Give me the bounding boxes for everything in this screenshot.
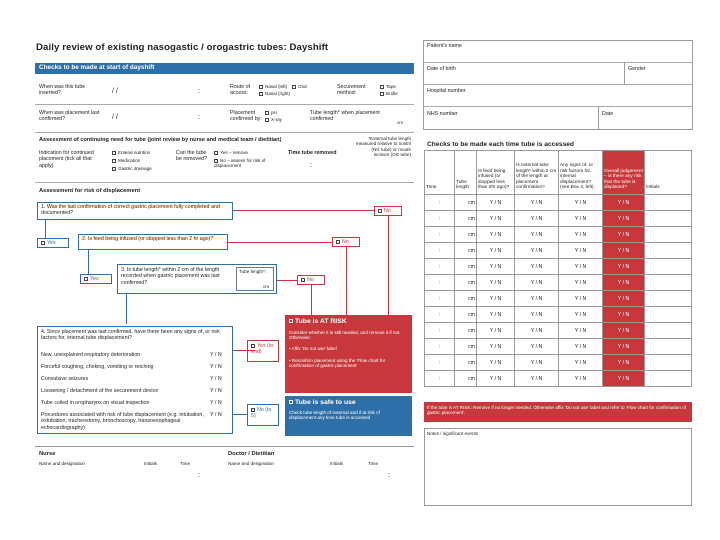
assess-need-heading: Assessment of continuing need for tube (joint review by nurse and medical team / dietitian) <box>39 137 282 143</box>
check-row <box>425 275 692 291</box>
nurse-label: Nurse <box>39 451 56 457</box>
check-row <box>425 243 692 259</box>
q2-no-label[interactable]: No <box>336 239 349 245</box>
cell-signs[interactable]: Y / N <box>559 339 603 355</box>
check-row <box>425 307 692 323</box>
signature-area <box>35 446 414 484</box>
time-removed-label: Time tube removed <box>288 150 337 156</box>
tube-length-confirmed-label: Tube length* when placement confirmed <box>310 110 380 123</box>
cell-feed[interactable]: Y / N <box>477 323 515 339</box>
risk-item-yn[interactable]: Y / N <box>210 364 222 370</box>
indication-enteral[interactable]: Enteral nutrition <box>112 150 150 155</box>
indication-enteral-checkbox[interactable] <box>112 151 116 155</box>
cell-external[interactable]: Y / N <box>515 259 559 275</box>
q4-no-label[interactable]: No (to 5) <box>251 407 272 420</box>
q3-no-arrow <box>277 280 297 281</box>
q3-text: 3. Is tube length* within 2 cm of the length recorded when gastric placement was last confirmed? <box>121 267 220 286</box>
row-divider <box>35 132 414 133</box>
cell-signs[interactable]: Y / N <box>559 323 603 339</box>
cell-feed[interactable]: Y / N <box>477 339 515 355</box>
q4-text: 4. Since placement was last confirmed, have there been any signs of, or risk factors for, internal tube displacement? <box>41 329 220 342</box>
cell-overall[interactable]: Y / N <box>603 211 645 227</box>
cell-time[interactable]: : <box>425 275 455 291</box>
tube-length-confirmed-cm: cm <box>397 120 404 125</box>
q2-yes-label[interactable]: Yes <box>84 276 99 282</box>
cell-external[interactable]: Y / N <box>515 227 559 243</box>
cell-length[interactable]: cm <box>455 323 477 339</box>
q2-no-arrow <box>228 242 332 243</box>
cell-feed[interactable]: Y / N <box>477 371 515 387</box>
cell-length[interactable]: cm <box>455 371 477 387</box>
at-risk-panel <box>285 315 412 393</box>
cell-initials[interactable] <box>645 307 692 323</box>
inserted-time-field[interactable]: : <box>198 88 200 95</box>
page-title: Daily review of existing nasogastic / orogastric tubes: Dayshift <box>36 42 329 53</box>
cell-time[interactable]: : <box>425 195 455 211</box>
col-initials: Initials <box>645 151 692 195</box>
risk-item-yn[interactable]: Y / N <box>210 352 222 358</box>
q1-no-label[interactable]: No <box>378 208 391 214</box>
route-oral-checkbox[interactable] <box>292 85 296 89</box>
cell-feed[interactable]: Y / N <box>477 275 515 291</box>
cell-external[interactable]: Y / N <box>515 243 559 259</box>
q4-yes-label[interactable]: Yes (to end) <box>251 343 274 356</box>
check-row <box>425 371 692 387</box>
cell-time[interactable]: : <box>425 307 455 323</box>
placement-ph-checkbox[interactable] <box>265 111 269 115</box>
cell-time[interactable]: : <box>425 355 455 371</box>
check-row <box>425 355 692 371</box>
cell-length[interactable]: cm <box>455 307 477 323</box>
cell-initials[interactable] <box>645 371 692 387</box>
patient-details-box <box>423 40 693 130</box>
risk-item-yn[interactable]: Y / N <box>210 388 222 394</box>
q1-no-down <box>388 216 389 315</box>
row-divider <box>35 104 414 105</box>
cell-signs[interactable]: Y / N <box>559 195 603 211</box>
indication-medication[interactable]: Medication <box>112 158 140 163</box>
nurse-name-label: Name and designation <box>39 461 85 466</box>
cell-length[interactable]: cm <box>455 275 477 291</box>
placement-ph[interactable]: pH <box>265 110 277 115</box>
notes-label: Notes / significant events <box>427 431 479 436</box>
cell-signs[interactable]: Y / N <box>559 259 603 275</box>
cell-feed[interactable]: Y / N <box>477 227 515 243</box>
cell-initials[interactable] <box>645 227 692 243</box>
cell-signs[interactable]: Y / N <box>559 371 603 387</box>
cell-external[interactable]: Y / N <box>515 275 559 291</box>
cell-overall[interactable]: Y / N <box>603 323 645 339</box>
patient-name-label: Patient's name <box>427 43 462 49</box>
cell-feed[interactable]: Y / N <box>477 307 515 323</box>
route-nasal-right-checkbox[interactable] <box>259 92 263 96</box>
check-row <box>425 259 692 275</box>
risk-item-yn[interactable]: Y / N <box>210 400 222 406</box>
risk-item-yn[interactable]: Y / N <box>210 412 222 418</box>
doctor-time-label: Time <box>368 461 379 466</box>
risk-heading: Assessment for risk of displacement <box>39 188 141 194</box>
cell-signs[interactable]: Y / N <box>559 243 603 259</box>
row-divider <box>423 106 693 107</box>
securement-tape[interactable]: Tape <box>380 84 396 89</box>
cell-signs[interactable]: Y / N <box>559 291 603 307</box>
check-row <box>425 211 692 227</box>
at-risk-step: • Reconfirm placement using the 'Flow chart for confirmation of gastric placement' <box>289 358 386 369</box>
row-divider <box>423 62 693 63</box>
inserted-date-field[interactable]: / / <box>112 88 118 95</box>
risk-item: Forceful coughing, choking, vomiting or retching <box>41 364 154 370</box>
doctor-name-label: Name and designation <box>228 461 274 466</box>
row-divider <box>35 182 414 183</box>
cell-overall[interactable]: Y / N <box>603 243 645 259</box>
notes-box[interactable] <box>424 428 692 506</box>
risk-item: Procedures associated with risk of tube displacement (e.g. intubation, extubation, tracheostomy, bronchoscopy, transoesophageal echocardiography) <box>41 412 204 431</box>
confirmed-time-field[interactable]: : <box>198 114 200 121</box>
cell-time[interactable]: : <box>425 291 455 307</box>
cell-overall[interactable]: Y / N <box>603 259 645 275</box>
doctor-initials-label: Initials <box>330 461 344 466</box>
nhs-number-label: NHS number <box>427 111 458 117</box>
placement-xray-checkbox[interactable] <box>265 118 269 122</box>
col-signs: Any signs of, or risk factors for, internal displacement? (see Box 4, left) <box>559 151 603 195</box>
securement-tape-checkbox[interactable] <box>380 85 384 89</box>
external-length-note: *External tube length measured relative to nostril (NG tube) or mouth incisors (OG tube) <box>355 136 411 158</box>
cell-length[interactable]: cm <box>455 227 477 243</box>
q4-no-arrow <box>233 414 247 415</box>
q1-yes-line <box>45 220 46 238</box>
cell-overall[interactable]: Y / N <box>603 307 645 323</box>
cell-time[interactable]: : <box>425 227 455 243</box>
risk-item: Tube coiled in oropharynx on visual inspection <box>41 400 150 406</box>
doctor-label: Doctor / Dietitian <box>228 451 275 457</box>
q3-tube-length-label: Tube length*: <box>239 269 267 274</box>
cell-length[interactable]: cm <box>455 291 477 307</box>
indication-medication-checkbox[interactable] <box>112 159 116 163</box>
cell-initials[interactable] <box>645 211 692 227</box>
safe-text: Check tube length of external and if at risk of displacement any time tube is accessed <box>289 410 380 421</box>
cell-signs[interactable]: Y / N <box>559 211 603 227</box>
cell-signs[interactable]: Y / N <box>559 227 603 243</box>
cell-length[interactable]: cm <box>455 259 477 275</box>
q2-no-down <box>346 247 347 315</box>
securement-bridle[interactable]: Bridle <box>380 91 398 96</box>
risk-item-yn[interactable]: Y / N <box>210 376 222 382</box>
cell-external[interactable]: Y / N <box>515 307 559 323</box>
date-label: Date <box>602 111 614 117</box>
route-oral[interactable]: Oral <box>292 84 307 89</box>
securement-label: Securement method: <box>337 84 366 97</box>
cell-signs[interactable]: Y / N <box>559 307 603 323</box>
col-time: Time <box>425 151 455 195</box>
nurse-initials-label: Initials <box>144 461 158 466</box>
at-risk-step: • Affix 'Do not use' label <box>289 346 337 351</box>
cell-time[interactable]: : <box>425 211 455 227</box>
can-remove-label: Can the tube be removed? <box>176 150 207 163</box>
nurse-time-field[interactable]: : <box>198 472 200 479</box>
remove-yes[interactable]: Yes – remove <box>214 150 248 155</box>
confirmed-date-field[interactable]: / / <box>112 114 118 121</box>
cell-overall[interactable]: Y / N <box>603 227 645 243</box>
q3-tube-length-cm: cm <box>263 284 270 289</box>
cell-overall[interactable]: Y / N <box>603 355 645 371</box>
remove-yes-checkbox[interactable] <box>214 151 218 155</box>
checks-table <box>424 150 692 387</box>
cell-external[interactable]: Y / N <box>515 291 559 307</box>
cell-signs[interactable]: Y / N <box>559 355 603 371</box>
date-divider <box>598 106 599 130</box>
at-risk-footer-text: If the tube is AT RISK: Remove if no longer needed. Otherwise affix 'Do not use' label and refer to 'Flow chart for confirmation of gastric placement'. <box>427 405 686 416</box>
cell-initials[interactable] <box>645 323 692 339</box>
cell-feed[interactable]: Y / N <box>477 211 515 227</box>
cell-length[interactable]: cm <box>455 355 477 371</box>
start-dayshift-header-label: Checks to be made at start of dayshift <box>39 64 155 71</box>
cell-initials[interactable] <box>645 275 692 291</box>
cell-external[interactable]: Y / N <box>515 195 559 211</box>
at-risk-title: Tube is AT RISK <box>289 318 347 325</box>
check-row <box>425 323 692 339</box>
cell-overall[interactable]: Y / N <box>603 339 645 355</box>
cell-time[interactable]: : <box>425 339 455 355</box>
indication-gastric[interactable]: Gastric drainage <box>112 166 152 171</box>
route-nasal-right[interactable]: Nasal (right) <box>259 91 290 96</box>
cell-feed[interactable]: Y / N <box>477 259 515 275</box>
cell-external[interactable]: Y / N <box>515 355 559 371</box>
risk-item: Convulsive seizures <box>41 376 89 382</box>
q3-no-down <box>311 285 312 315</box>
cell-external[interactable]: Y / N <box>515 339 559 355</box>
q2-yes-line <box>88 250 89 274</box>
cell-length[interactable]: cm <box>455 339 477 355</box>
time-removed-field[interactable]: : <box>310 162 312 169</box>
when-inserted-label: When was this tube inserted? <box>39 84 86 97</box>
cell-time[interactable]: : <box>425 259 455 275</box>
q1-no-arrow <box>233 210 374 211</box>
when-confirmed-label: When was placement last confirmed? <box>39 110 100 123</box>
cell-feed[interactable]: Y / N <box>477 243 515 259</box>
route-label: Route of access: <box>230 84 251 97</box>
checks-table-header <box>425 151 692 195</box>
nurse-time-label: Time <box>180 461 191 466</box>
cell-overall[interactable]: Y / N <box>603 291 645 307</box>
cell-initials[interactable] <box>645 195 692 211</box>
q2-text: 2. Is feed being infused (or stopped less than 2 hr ago)? <box>82 236 214 242</box>
safe-title: Tube is safe to use <box>289 399 356 406</box>
q1-yes-label[interactable]: Yes <box>41 240 56 246</box>
cell-initials[interactable] <box>645 355 692 371</box>
cell-initials[interactable] <box>645 243 692 259</box>
hospital-number-label: Hospital number <box>427 88 466 94</box>
gender-label: Gender <box>628 66 646 72</box>
risk-item: New, unexplained respiratory deterioration <box>41 352 141 358</box>
cell-feed[interactable]: Y / N <box>477 355 515 371</box>
check-row <box>425 291 692 307</box>
cell-length[interactable]: cm <box>455 195 477 211</box>
cell-initials[interactable] <box>645 339 692 355</box>
cell-length[interactable]: cm <box>455 243 477 259</box>
cell-overall[interactable]: Y / N <box>603 371 645 387</box>
cell-time[interactable]: : <box>425 243 455 259</box>
route-nasal-left-checkbox[interactable] <box>259 85 263 89</box>
cell-length[interactable]: cm <box>455 211 477 227</box>
remove-no-checkbox[interactable] <box>214 159 218 163</box>
check-row <box>425 227 692 243</box>
placement-confirmed-label: Placement confirmed by: <box>230 110 262 123</box>
cell-signs[interactable]: Y / N <box>559 275 603 291</box>
col-feed: Is feed being infused (or stopped less than 2hr ago)? <box>477 151 515 195</box>
at-risk-text: Consider whether it is still needed, and remove it if not. Otherwise: <box>289 330 401 341</box>
cell-time[interactable]: : <box>425 371 455 387</box>
placement-xray[interactable]: X-ray <box>265 117 282 122</box>
cell-external[interactable]: Y / N <box>515 323 559 339</box>
dob-label: Date of birth <box>427 66 456 72</box>
check-row <box>425 195 692 211</box>
col-external: Is external tube length* within 2 cm of the length at placement confirmation? <box>515 151 559 195</box>
gender-divider <box>624 62 625 84</box>
indication-label: Indication for continued placement (tick all that apply) <box>39 150 94 169</box>
q3-yes-line <box>126 294 127 324</box>
cell-feed[interactable]: Y / N <box>477 291 515 307</box>
cell-external[interactable]: Y / N <box>515 211 559 227</box>
check-row <box>425 339 692 355</box>
cell-overall[interactable]: Y / N <box>603 275 645 291</box>
cell-overall[interactable]: Y / N <box>603 195 645 211</box>
securement-bridle-checkbox[interactable] <box>380 92 384 96</box>
route-nasal-left[interactable]: Nasal (left) <box>259 84 287 89</box>
indication-gastric-checkbox[interactable] <box>112 167 116 171</box>
remove-no[interactable]: No – assess for risk of displacement <box>214 158 266 169</box>
q3-no-label[interactable]: No <box>301 277 314 283</box>
cell-feed[interactable]: Y / N <box>477 195 515 211</box>
doctor-time-field[interactable]: : <box>388 472 390 479</box>
cell-initials[interactable] <box>645 259 692 275</box>
checks-title: Checks to be made each time tube is accessed <box>427 141 574 148</box>
q1-text: 1. Was the last confirmation of correct gastric placement fully completed and documented? <box>41 204 220 217</box>
col-overall: Overall judgement – is there any risk that the tube is displaced? <box>603 151 645 195</box>
row-divider <box>423 84 693 85</box>
col-length: Tube length <box>455 151 477 195</box>
cell-initials[interactable] <box>645 291 692 307</box>
cell-external[interactable]: Y / N <box>515 371 559 387</box>
risk-item: Loosening / detachment of the securement device <box>41 388 159 394</box>
cell-time[interactable]: : <box>425 323 455 339</box>
